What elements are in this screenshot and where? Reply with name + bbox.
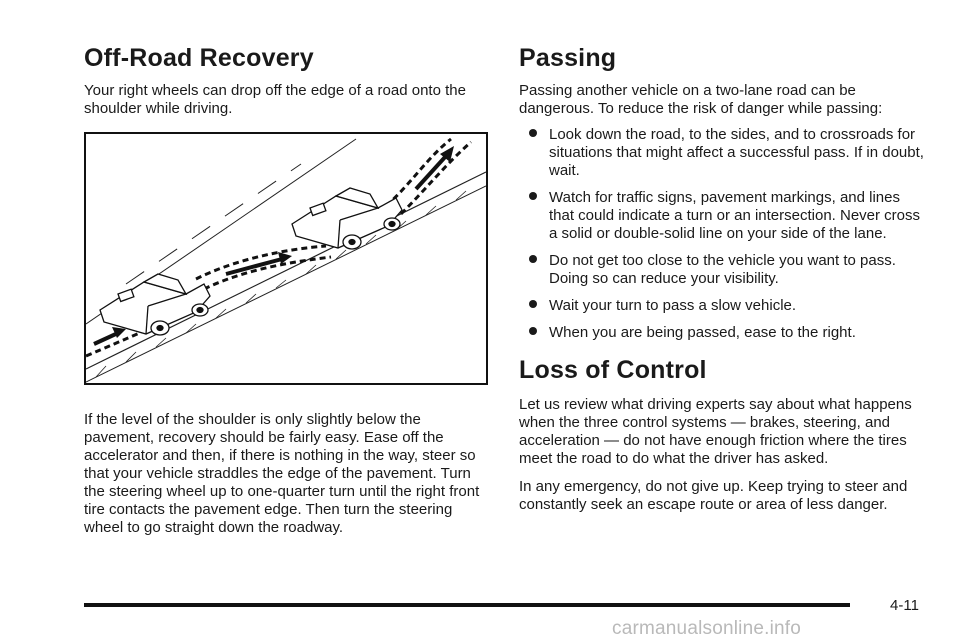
loss-of-control-paragraph-2: In any emergency, do not give up. Keep trying to steer and constantly seek an escape route or area of less danger. [519, 478, 908, 513]
bullet-item: Do not get too close to the vehicle you want to pass. Doing so can reduce your visibility. [519, 252, 929, 288]
bullet-dot-icon [529, 255, 537, 263]
bullet-item: Wait your turn to pass a slow vehicle. [519, 297, 929, 315]
bullet-item: Watch for traffic signs, pavement markings, and lines that could indicate a turn or an intersection. Never cross a solid or double-solid line on your side of the lane. [519, 189, 929, 243]
passing-heading: Passing [519, 44, 617, 72]
off-road-recovery-illustration [84, 132, 488, 385]
footer-rule [84, 603, 850, 607]
truck-2 [292, 188, 402, 249]
bullet-dot-icon [529, 129, 537, 137]
off-road-intro: Your right wheels can drop off the edge of a road onto the shoulder while driving. [84, 82, 466, 117]
road-trucks-drawing [86, 134, 486, 383]
off-road-body: If the level of the shoulder is only slightly below the pavement, recovery should be fairly easy. Ease off the accelerator and then, if there is nothing in the way, steer so that your vehicle straddles the edge of the pavement. Turn the steering wheel up to one-quarter turn until the right front tire contacts the pavement edge. Then turn the steering wheel to go straight down the roadway. [84, 411, 480, 536]
bullet-dot-icon [529, 327, 537, 335]
loss-of-control-paragraph-1: Let us review what driving experts say about what happens when the three control systems — brakes, steering, and acceleration — do not have enough friction where the tires meet the road to do what the driver has asked. [519, 396, 912, 467]
loss-of-control-heading: Loss of Control [519, 356, 707, 384]
bullet-dot-icon [529, 300, 537, 308]
page-number: 4-11 [890, 597, 919, 614]
passing-intro: Passing another vehicle on a two-lane road can be dangerous. To reduce the risk of danger while passing: [519, 82, 883, 117]
bullet-item: Look down the road, to the sides, and to crossroads for situations that might affect a successful pass. If in doubt, wait. [519, 126, 929, 180]
bullet-dot-icon [529, 192, 537, 200]
off-road-recovery-heading: Off-Road Recovery [84, 44, 314, 72]
watermark: carmanualsonline.info [612, 618, 802, 639]
left-column [84, 40, 490, 537]
right-column [519, 40, 929, 514]
passing-bullet-list [519, 126, 929, 342]
bullet-item: When you are being passed, ease to the right. [519, 324, 929, 342]
